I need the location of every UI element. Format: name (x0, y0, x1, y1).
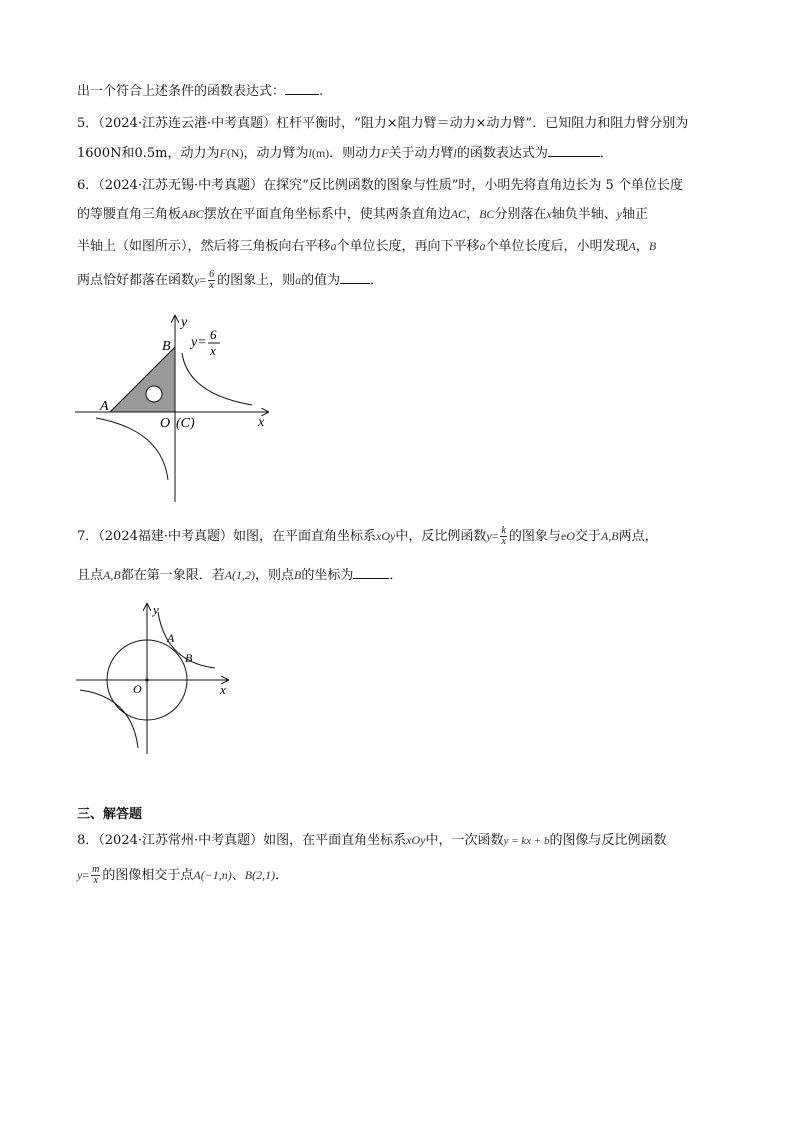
point-a-label: A (167, 631, 175, 645)
q6-line-4 (77, 267, 383, 294)
q7-line-2 (77, 566, 402, 585)
text: ，则点 (255, 568, 295, 583)
fraction-k-over-x (500, 526, 506, 547)
text: 的等腰直角三角板 (77, 207, 182, 222)
origin-label: O (160, 416, 171, 431)
point-c-label: (C) (176, 416, 195, 431)
text: 分别落在 (494, 207, 547, 222)
text: 关于动力臂 (388, 146, 454, 161)
q6-line-3 (77, 237, 656, 256)
math: y (77, 868, 83, 882)
text: 轴负半轴、 (551, 207, 617, 222)
text: 中，一次函数 (425, 833, 504, 848)
math: A (628, 239, 636, 253)
math: O (566, 529, 575, 543)
question-6-stem: 6．（2024·江苏无锡·中考真题）在探究“反比例函数的图象与性质”时，小明先将直角边长为 5 个单位长度 (77, 178, 683, 193)
math: (N) (226, 146, 244, 160)
question-5-stem: 5．（2024·江苏连云港·中考真题）杠杆平衡时，“阻力×阻力臂＝动力×动力臂”．已知阻力和阻力臂分别为 (77, 116, 689, 131)
text: 、 (231, 868, 245, 883)
math: BC (479, 207, 495, 221)
q5-line-2 (77, 144, 613, 163)
math: = (491, 529, 499, 543)
text: 中，反比例函数 (395, 529, 487, 544)
math: F (219, 146, 227, 160)
y-axis-label: y (181, 315, 188, 330)
triangle-abc (110, 347, 175, 412)
text: 的图像相交于点 (102, 868, 194, 883)
q6-figure (70, 310, 280, 510)
y-axis-label: y (153, 602, 159, 617)
math: a (295, 273, 302, 287)
text: ． (599, 146, 613, 161)
text: ． (370, 273, 384, 288)
math: = (199, 273, 207, 287)
math: xOy (376, 529, 396, 543)
text: 的函数表达式为 (456, 146, 548, 161)
point-b-label: B (185, 651, 193, 665)
math: = (82, 868, 90, 882)
math: AC (450, 207, 467, 221)
math: B (294, 568, 302, 582)
math: a (330, 239, 337, 253)
math: B(2,1) (244, 868, 276, 882)
q6-line-1 (77, 177, 683, 195)
answer-blank[interactable] (340, 271, 370, 284)
answer-blank[interactable] (353, 566, 389, 579)
answer-blank[interactable] (285, 82, 319, 95)
math: y (486, 529, 492, 543)
math: l (308, 146, 312, 160)
text: 8．（2024·江苏常州·中考真题）如图，在平面直角坐标系 (77, 833, 407, 848)
text: 轴正 (622, 207, 649, 222)
math: F (381, 146, 389, 160)
q7-line-1 (77, 523, 658, 550)
math: y = kx + b (503, 835, 550, 847)
fraction-6-over-x (208, 270, 215, 291)
math: e (560, 529, 567, 543)
text: 都在第一象限．若 (120, 568, 225, 583)
hyperbola-branch-q3 (96, 416, 171, 480)
math: ABC (181, 207, 204, 221)
numerator: m (92, 864, 100, 875)
q7-figure (70, 600, 240, 760)
text: 的图象与 (508, 529, 561, 544)
text: 的值为 (301, 273, 341, 288)
section-header (77, 806, 142, 824)
text: ， (635, 239, 649, 254)
text: 摆放在平面直角坐标系中，使其两条直角边 (203, 207, 451, 222)
hyperbola-branch-q3 (80, 690, 138, 748)
text: ．则动力 (329, 146, 382, 161)
q8-line-2 (77, 862, 288, 889)
text: 且点 (77, 568, 104, 583)
q5-line-1 (77, 115, 688, 133)
x-axis-label: x (220, 682, 226, 697)
text: 两点恰好都落在函数 (77, 273, 195, 288)
q6-line-2 (77, 205, 648, 224)
text: 出一个符合上述条件的函数表达式： (77, 84, 286, 99)
math: l (453, 146, 457, 160)
denominator: x (501, 536, 506, 547)
text: 7．（2024福建·中考真题）如图，在平面直角坐标系 (77, 529, 376, 544)
text: ， (466, 207, 480, 222)
point-b-label: B (162, 339, 171, 354)
text: 1600N和0.5m，动力为 (77, 146, 220, 161)
math: (m) (311, 146, 330, 160)
text: 的图像与反比例函数 (549, 833, 667, 848)
triangle-hole (146, 386, 162, 402)
denominator: x (93, 875, 98, 886)
text: 的图象上，则 (217, 273, 296, 288)
text: . (319, 84, 324, 99)
math: y (194, 273, 200, 287)
function-label-numerator: 6 (210, 327, 217, 342)
function-label-lhs: y= (191, 335, 207, 350)
numerator: 6 (209, 269, 215, 280)
text: 半轴上（如图所示），然后将三角板向右平移 (77, 239, 331, 254)
math: A,B (600, 529, 619, 543)
text: 个单位长度后，小明发现 (485, 239, 629, 254)
numerator: k (501, 525, 506, 536)
math: B (648, 239, 657, 253)
function-label-denominator: x (210, 343, 216, 358)
math: A(1,2) (224, 568, 256, 582)
text: ． (389, 568, 403, 583)
text: ． (275, 868, 289, 883)
origin-label: O (133, 682, 142, 696)
origin-point (145, 678, 148, 681)
section-title: 三、解答题 (77, 807, 143, 822)
hyperbola-branch-q1 (182, 353, 252, 405)
text: 个单位长度，再向下平移 (336, 239, 480, 254)
q4-continuation-line (77, 82, 323, 101)
math: A,B (103, 568, 121, 582)
text: 交于 (574, 529, 601, 544)
math: A(−1,n) (193, 868, 232, 882)
point-a-label: A (100, 399, 109, 414)
fraction-m-over-x (91, 865, 100, 886)
text: ，动力臂为 (243, 146, 309, 161)
text: 的坐标为 (301, 568, 354, 583)
q8-line-1 (77, 831, 666, 850)
text: 两点， (618, 529, 658, 544)
denominator: x (209, 280, 214, 291)
math: xOy (406, 833, 426, 847)
answer-blank[interactable] (548, 144, 600, 157)
x-axis-label: x (258, 415, 265, 430)
math: x (546, 207, 552, 221)
math: y (616, 207, 623, 221)
math: a (479, 239, 486, 253)
